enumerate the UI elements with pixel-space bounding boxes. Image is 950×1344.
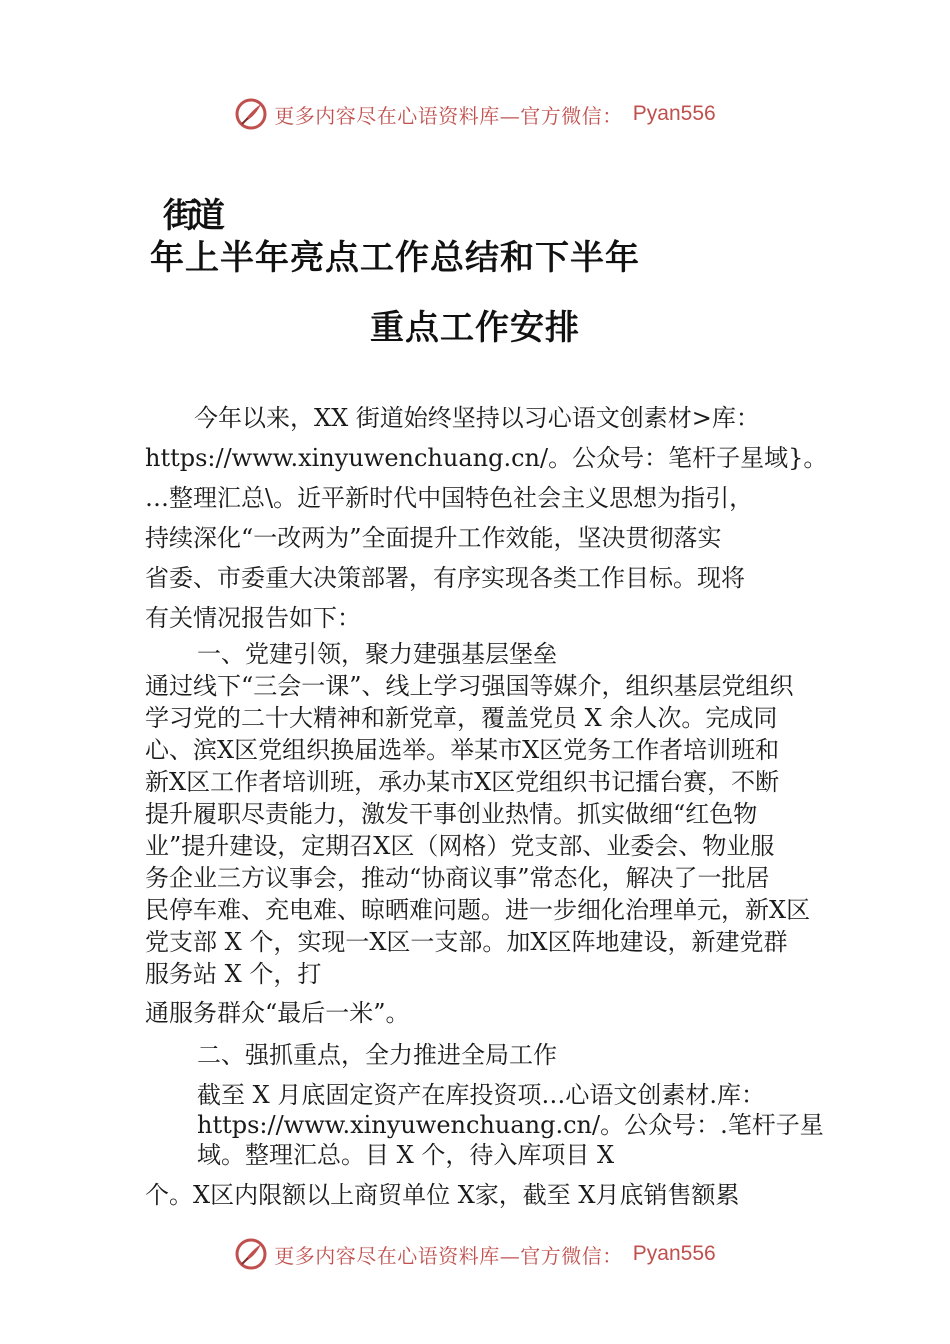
intro-paragraph [145, 398, 845, 638]
body-line: 域。整理汇总。目 X 个，待入库项目 X [197, 1141, 615, 1169]
body-line: https://www.xinyuwenchuang.cn/。公众号：.笔杆子星 [197, 1111, 824, 1139]
body-line: 民停车难、充电难、晾晒难问题。进一步细化治理单元，新X区 [145, 896, 811, 924]
watermark-text: 更多内容尽在心语资料库—官方微信： [274, 1243, 623, 1268]
body-line: 通过线下“三会一课”、线上学习强国等媒介，组织基层党组织 [145, 672, 794, 700]
body-line: 业”提升建设，定期召X区（网格）党支部、业委会、物业服 [145, 832, 775, 860]
title-line-2: 重点工作安排 [370, 308, 580, 348]
section-1-last-line: 通服务群众“最后一米”。 [145, 999, 410, 1027]
intro-line: 有关情况报告如下： [145, 604, 361, 632]
body-line: 服务站 X 个，打 [145, 960, 322, 988]
section-2-heading: 二、强抓重点，全力推进全局工作 [197, 1041, 557, 1069]
section-1-heading: 一、党建引领，聚力建强基层堡垒 [197, 640, 557, 668]
watermark-footer [0, 1232, 950, 1276]
watermark-wechat-id: Pyan556 [632, 1242, 716, 1265]
intro-line: …整理汇总\。近平新时代中国特色社会主义思想为指引， [145, 484, 754, 512]
body-line: 新X区工作者培训班，承办某市X区党组织书记擂台赛，不断 [145, 768, 780, 796]
intro-line: 今年以来，XX 街道始终坚持以习心语文创素材>库： [194, 404, 760, 432]
body-line: 务企业三方议事会，推动“协商议事”常态化，解决了一批居 [145, 864, 770, 892]
body-line: 学习党的二十大精神和新党章，覆盖党员 X 余人次。完成同 [145, 704, 778, 732]
quill-logo-icon [234, 1237, 268, 1271]
section-1-body [145, 670, 845, 990]
intro-line: 持续深化“一改两为”全面提升工作效能，坚决贯彻落实 [145, 524, 722, 552]
section-2-body [197, 1080, 897, 1170]
watermark-text: 更多内容尽在心语资料库—官方微信： [274, 103, 623, 128]
title-line-1: 年上半年亮点工作总结和下半年 [150, 238, 640, 278]
body-line: 提升履职尽责能力，激发干事创业热情。抓实做细“红色物 [145, 800, 758, 828]
intro-line: 省委、市委重大决策部署，有序实现各类工作目标。现将 [145, 564, 745, 592]
section-2-last-line: 个。X区内限额以上商贸单位 X家，截至 X月底销售额累 [145, 1181, 740, 1209]
body-line: 党支部 X 个，实现一X区一支部。加X区阵地建设，新建党群 [145, 928, 788, 956]
body-line: 心、滨X区党组织换届选举。举某市X区党务工作者培训班和 [145, 736, 780, 764]
intro-line: https://www.xinyuwenchuang.cn/。公众号：笔杆子星域}。 [145, 444, 828, 472]
watermark-header [0, 92, 950, 136]
quill-logo-icon [234, 97, 268, 131]
watermark-wechat-id: Pyan556 [632, 102, 716, 125]
body-line: 截至 X 月底固定资产在库投资项…心语文创素材.库： [197, 1081, 765, 1109]
title-prefix: 街道 [163, 196, 219, 236]
